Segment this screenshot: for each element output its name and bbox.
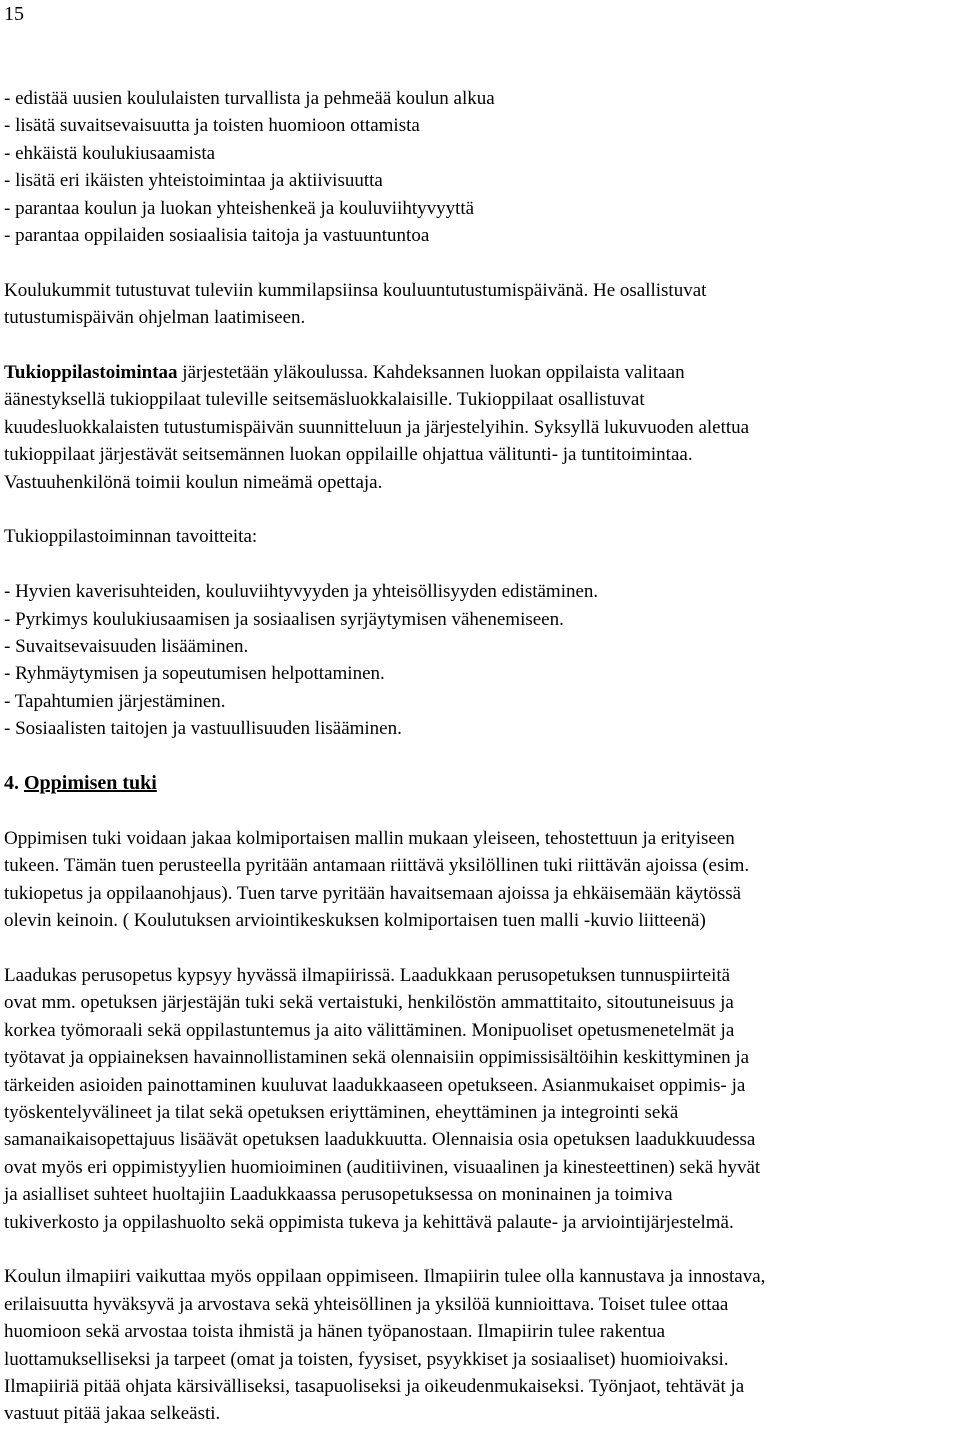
paragraph-line: tukiverkosto ja oppilashuolto sekä oppimista tukeva ja kehittävä palaute- ja arviointijärjestelmä. <box>4 1211 734 1233</box>
paragraph-line: erilaisuutta hyväksyvä ja arvostava sekä yhteisöllinen ja yksilöä kunnioittava. Toiset tulee ottaa <box>4 1293 729 1315</box>
paragraph-line <box>4 359 956 386</box>
paragraph-line: Laadukas perusopetus kypsyy hyvässä ilmapiirissä. Laadukkaan perusopetuksen tunnuspiirteitä <box>4 964 731 986</box>
paragraph-line: tukiopetus ja oppilaanohjaus). Tuen tarve pyritään havaitsemaan ajoissa ja ehkäisemään käytössä <box>4 882 742 904</box>
paragraph-line: vastuut pitää jakaa selkeästi. <box>4 1403 221 1425</box>
paragraph-line: kuudesluokkalaisten tutustumispäivän suunnitteluun ja järjestelyihin. Syksyllä lukuvuoden alettua <box>4 416 750 438</box>
paragraph-line: ja asialliset suhteet huoltajiin Laadukkaassa perusopetuksessa on moninainen ja toimiva <box>4 1184 673 1206</box>
paragraph-line: ovat mm. opetuksen järjestäjän tuki sekä vertaistuki, henkilöstön ammattitaito, sitoutuneisuus ja <box>4 992 734 1014</box>
section-number: 4. <box>4 772 19 795</box>
document-body <box>4 85 956 1428</box>
list-item: - Hyvien kaverisuhteiden, kouluviihtyvyyden ja yhteisöllisyyden edistäminen. <box>4 581 599 603</box>
tavoitteet-heading: Tukioppilastoiminnan tavoitteita: <box>4 526 258 548</box>
paragraph-line: äänestyksellä tukioppilaat tuleville seitsemäsluokkalaisille. Tukioppilaat osallistuvat <box>4 389 645 411</box>
paragraph-line: luottamukselliseksi ja tarpeet (omat ja toisten, fyysiset, psyykkiset ja sosiaaliset) huomioivaksi. <box>4 1348 729 1370</box>
tuki-paragraph <box>4 825 956 935</box>
paragraph-line: ovat myös eri oppimistyylien huomioiminen (auditiivinen, visuaalinen ja kinesteettinen) sekä hyvät <box>4 1156 761 1178</box>
list-item: - Suvaitsevaisuuden lisääminen. <box>4 636 249 658</box>
list-item: - lisätä suvaitsevaisuutta ja toisten huomioon ottamista <box>4 115 420 137</box>
laatu-paragraph <box>4 962 956 1236</box>
list-item: - Tapahtumien järjestäminen. <box>4 690 226 712</box>
list-item: - edistää uusien koululaisten turvallista ja pehmeää koulun alkua <box>4 88 495 109</box>
spacer <box>4 496 956 523</box>
paragraph-line: Oppimisen tuki voidaan jakaa kolmiportaisen mallin mukaan yleiseen, tehostettuun ja erityiseen <box>4 827 735 849</box>
paragraph-line: Vastuuhenkilönä toimii koulun nimeämä opettaja. <box>4 471 383 493</box>
section-title: Oppimisen tuki <box>24 772 157 795</box>
spacer <box>4 1236 956 1263</box>
paragraph-line: Koulukummit tutustuvat tuleviin kummilapsiinsa kouluuntutustumispäivänä. He osallistuvat <box>4 279 707 301</box>
paragraph-text: järjestetään yläkoulussa. Kahdeksannen luokan oppilaista valitaan <box>177 362 685 384</box>
spacer <box>4 332 956 359</box>
paragraph-line: Koulun ilmapiiri vaikuttaa myös oppilaan oppimiseen. Ilmapiirin tulee olla kannustava ja innostava, <box>4 1266 766 1288</box>
goals-list <box>4 85 956 249</box>
paragraph-line: samanaikaisopettajuus lisäävät opetuksen laadukkuutta. Olennaisia osia opetuksen laadukkuudessa <box>4 1129 756 1151</box>
paragraph-line: olevin keinoin. ( Koulutuksen arviointikeskuksen kolmiportaisen tuen malli -kuvio liitteenä) <box>4 910 706 932</box>
list-item: - Ryhmäytymisen ja sopeutumisen helpottaminen. <box>4 663 385 685</box>
paragraph-line: huomioon sekä arvostaa toista ihmistä ja hänen työpanostaan. Ilmapiirin tulee rakentua <box>4 1321 666 1343</box>
tukioppilas-paragraph <box>4 359 956 496</box>
list-item: - lisätä eri ikäisten yhteistoimintaa ja aktiivisuutta <box>4 170 383 192</box>
tavoitteet-list <box>4 578 956 742</box>
spacer <box>4 935 956 962</box>
spacer <box>4 551 956 578</box>
spacer <box>4 249 956 276</box>
paragraph-line: tutustumispäivän ohjelman laatimiseen. <box>4 307 306 329</box>
list-item: - parantaa oppilaiden sosiaalisia taitoja ja vastuuntuntoa <box>4 225 430 247</box>
list-item: - parantaa koulun ja luokan yhteishenkeä ja kouluviihtyvyyttä <box>4 197 475 219</box>
spacer <box>4 797 956 824</box>
kummit-paragraph <box>4 277 956 332</box>
paragraph-line: tukeen. Tämän tuen perusteella pyritään antamaan riittävä yksilöllinen tuki riittävän ajoissa (esim. <box>4 855 750 877</box>
section-heading <box>4 770 956 797</box>
paragraph-line: tukioppilaat järjestävät seitsemännen luokan oppilaille ohjattua välitunti- ja tuntitoimintaa. <box>4 444 693 466</box>
list-item: - Pyrkimys koulukiusaamisen ja sosiaalisen syrjäytymisen vähenemiseen. <box>4 608 564 630</box>
paragraph-line: tärkeiden asioiden painottaminen kuuluvat laadukkaaseen opetukseen. Asianmukaiset oppimis- ja <box>4 1074 746 1096</box>
list-item: - ehkäistä koulukiusaamista <box>4 142 216 164</box>
list-item: - Sosiaalisten taitojen ja vastuullisuuden lisääminen. <box>4 718 402 740</box>
spacer <box>4 743 956 770</box>
bold-term: Tukioppilastoimintaa <box>4 362 178 384</box>
paragraph-line: Ilmapiiriä pitää ohjata kärsivälliseksi, tasapuoliseksi ja oikeudenmukaiseksi. Työnjaot, tehtävät ja <box>4 1375 745 1397</box>
paragraph-line: korkea työmoraali sekä oppilastuntemus ja aito välittäminen. Monipuoliset opetusmenetelmät ja <box>4 1019 735 1041</box>
paragraph-line: työskentelyvälineet ja tilat sekä opetuksen eriyttäminen, eheyttäminen ja integrointi sekä <box>4 1101 679 1123</box>
ilmapiiri-paragraph <box>4 1263 956 1427</box>
page-number: 15 <box>4 3 24 25</box>
paragraph-line: työtavat ja oppiaineksen havainnollistaminen sekä olennaisiin oppimissisältöihin keskittyminen ja <box>4 1047 750 1069</box>
